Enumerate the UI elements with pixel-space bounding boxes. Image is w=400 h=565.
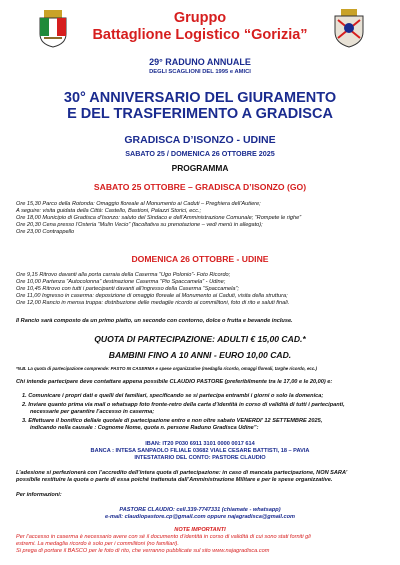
adesione-line: L’adesione si perfezionerà con l’accredito dell’intera quota di partecipazione: in caso di mancata partecipazione, NON SARA’ — [16, 470, 348, 476]
adesione-line: possibile restituire la quota o parte di essa poiché trattenuta dall’Amministrazione Militare e per le spese organizzative. — [16, 477, 333, 483]
step-item: 3. Effettuare il bonifico della/e quota/e di partecipazione entro e non oltre sabato VENERDI’ 12 SETTEMBRE 2025, — [22, 418, 323, 424]
battalion-title: Battaglione Logistico “Gorizia” — [92, 27, 308, 43]
quota-adults: QUOTA DI PARTECIPAZIONE: ADULTI € 15,00 CAD.* — [94, 334, 306, 344]
bank-holder: INTESTATARIO DEL CONTO: PASTORE CLAUDIO — [134, 455, 266, 461]
raduno-title: 29° RADUNO ANNUALE — [149, 57, 251, 67]
note-line: Per l’accesso in caserma è necessario avere con sé il documento d’identità in corso di validità di cui sono stati forniti gli — [16, 534, 311, 540]
notes-heading: NOTE IMPORTANTI — [174, 527, 226, 533]
day1-program-list — [16, 201, 386, 236]
note-line: Si prega di portare il BASCO per le foto di rito, che verranno pubblicate sul sito www.najagradisca.com — [16, 548, 270, 554]
day2-item: Ore 12,00 Rancio in mensa truppa: distribuzione delle medaglie ricordo ai commilitoni, foto di rito e saluti finali. — [16, 300, 290, 306]
contact-phone: PASTORE CLAUDIO: cell.339-7747331 (chiamate - whatsapp) — [119, 507, 281, 513]
step-item: indicando nella causale : Cognome Nome, quota n. persone Raduno Gradisca Udine”: — [30, 425, 259, 431]
day2-heading: DOMENICA 26 OTTOBRE - UDINE — [131, 254, 269, 264]
quota-footnote: *N.B. La quota di partecipazione comprende: PASTO IN CASERMA e spese organizzative (medaglia ricordo, omaggi floreali, targhe ricordo, ecc.) — [16, 366, 317, 371]
step-item: necessarie per garantire l’accesso in caserma; — [30, 409, 155, 415]
note-line: estremi. La medaglia ricordo è solo per i commilitoni (no familiari). — [16, 541, 179, 547]
day2-program-list — [16, 272, 386, 307]
step-item: 2. Inviare quanto prima via mail o whatsapp foto fronte-retro della carta d’identità in corso di validità di tutti i partecipanti, — [22, 402, 345, 408]
contact-intro: Chi intende partecipare deve contattare appena possibile CLAUDIO PASTORE (preferibilmente tra le 17,00 e le 20,00) e: — [16, 379, 333, 385]
scaglioni-subtitle: DEGLI SCAGLIONI DEL 1995 e AMICI — [149, 69, 251, 75]
bank-name: BANCA : INTESA SANPAOLO FILIALE 03682 VIALE CESARE BATTISTI, 18 – PAVIA — [90, 448, 310, 454]
programma-label: PROGRAMMA — [171, 163, 229, 173]
quota-children: BAMBINI FINO A 10 ANNI - EURO 10,00 CAD. — [108, 350, 292, 360]
day2-item: Ore 10,00 Partenza “Autocolonna” destinazione Caserma “Pio Spaccamela” - Udine; — [16, 279, 226, 285]
contact-email: e-mail: claudiopastore.cp@gmail.com oppure najagradisca@gmail.com — [105, 514, 295, 520]
steps-list — [22, 393, 392, 432]
info-label: Per informazioni: — [16, 492, 62, 498]
step-item: 1. Comunicare i propri dati e quelli dei familiari, specificando se si partecipa entrambi i giorni o solo la domenica; — [22, 393, 324, 399]
day2-item: Ore 11,00 Ingresso in caserma: deposizione di omaggio floreale al Monumento ai Caduti, visita della struttura; — [16, 293, 288, 299]
day1-heading: SABATO 25 OTTOBRE – GRADISCA D’ISONZO (GO) — [93, 182, 307, 192]
anniversary-line-2: E DEL TRASFERIMENTO A GRADISCA — [67, 106, 333, 122]
event-dates: SABATO 25 / DOMENICA 26 OTTOBRE 2025 — [125, 149, 275, 158]
rancio-note: Il Rancio sarà composto da un primo piatto, un secondo con contorno, dolce o frutta e bevande incluse. — [16, 318, 293, 324]
event-location: GRADISCA D’ISONZO - UDINE — [124, 134, 276, 146]
day1-item: Ore 15,30 Parco della Rotonda: Omaggio floreale al Monumento ai Caduti – Preghiera dell’Autiere; — [16, 201, 261, 207]
bank-iban: IBAN: IT20 P030 6911 3101 0000 0017 614 — [145, 441, 255, 447]
notes-list — [16, 534, 386, 555]
anniversary-line-1: 30° ANNIVERSARIO DEL GIURAMENTO — [63, 90, 337, 106]
group-title: Gruppo — [173, 10, 227, 26]
day1-item: A seguire: visita guidata della Città: Castello, Bastioni, Palazzi Storici, ecc.; — [16, 208, 202, 214]
adesione-note — [16, 470, 386, 484]
day2-item: Ore 9,15 Ritrovo davanti alla porta carraia della Caserma “Ugo Polonio”- Foto Ricordo; — [16, 272, 231, 278]
day1-item: Ore 18,00 Municipio di Gradisca d’Isonzo: saluto del Sindaco e dell’Amministrazione Comunale; “Rompete le righe” — [16, 215, 302, 221]
day2-item: Ore 10,45 Ritrovo con tutti i partecipanti davanti all’ingresso della Caserma “Spaccamela”; — [16, 286, 239, 292]
day1-item: Ore 20,30 Cena presso l’Osteria “Mulin Vecio” (facoltativa su prenotazione – vedi menù in allegato); — [16, 222, 263, 228]
day1-item: Ore 23,00 Contrappello — [16, 229, 75, 235]
